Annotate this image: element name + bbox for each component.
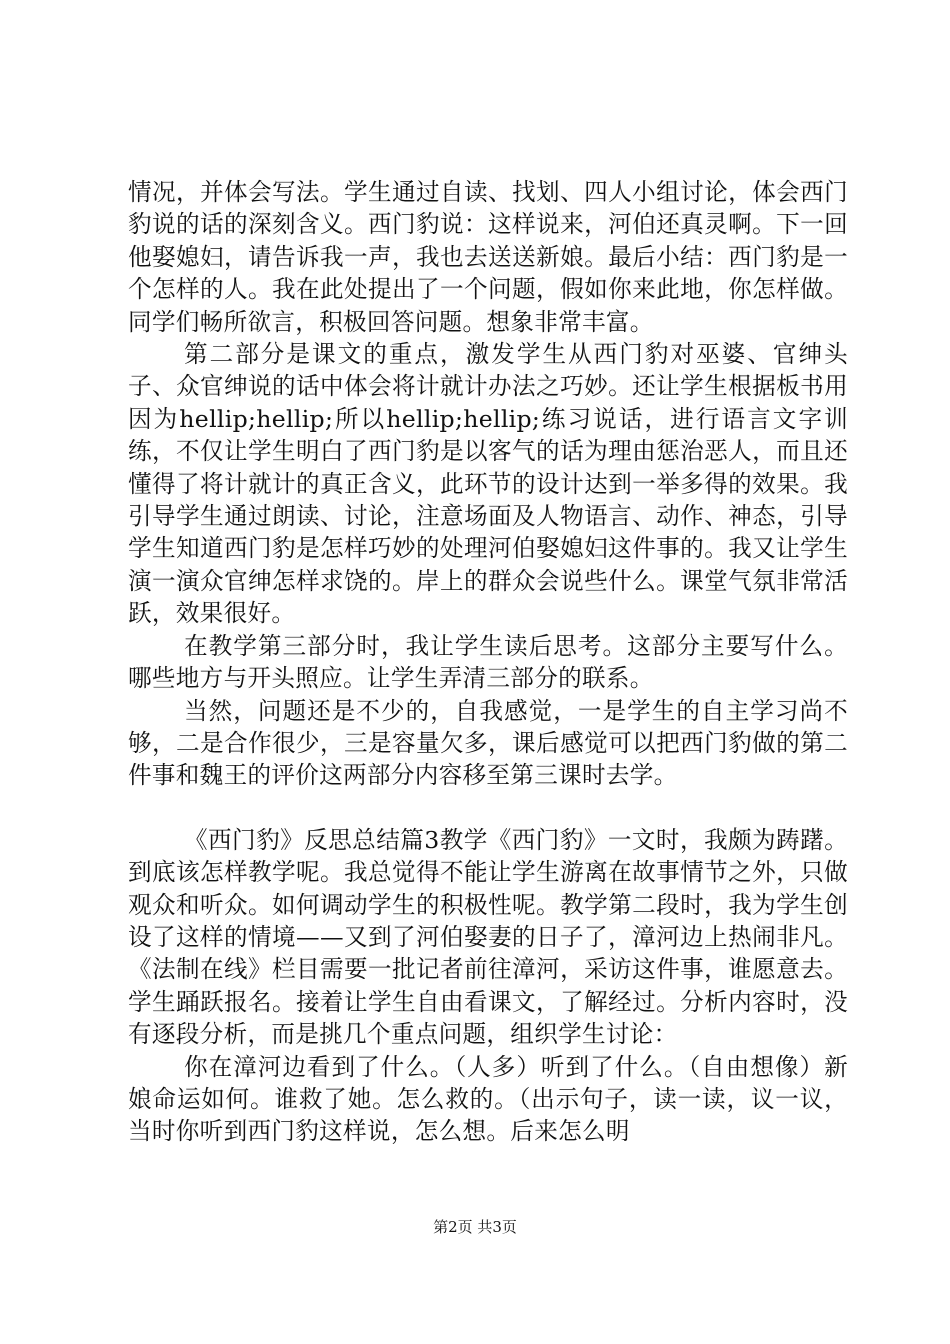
paragraph-4: 当然，问题还是不少的，自我感觉，一是学生的自主学习尚不够，二是合作很少，三是容量欠多，课后感觉可以把西门豹做的第二件事和魏王的评价这两部分内容移至第三课时去学。 <box>128 696 848 790</box>
page-footer: 第2页 共3页 <box>433 1218 517 1236</box>
paragraph-3: 在教学第三部分时，我让学生读后思考。这部分主要写什么。哪些地方与开头照应。让学生弄清三部分的联系。 <box>128 631 848 693</box>
paragraph-spacer <box>128 792 848 824</box>
paragraph-2: 第二部分是课文的重点，激发学生从西门豹对巫婆、官绅头子、众官绅说的话中体会将计就计办法之巧妙。还让学生根据板书用因为hellip;hellip;所以hellip;hellip;练习说话，进行语言文字训练，不仅让学生明白了西门豹是以客气的话为理由惩治恶人，而且还懂得了将计就计的真正含义，此环节的设计达到一举多得的效果。我引导学生通过朗读、讨论，注意场面及人物语言、动作、神态，引导学生知道西门豹是怎样巧妙的处理河伯娶媳妇这件事的。我又让学生演一演众官绅怎样求饶的。岸上的群众会说些什么。课堂气氛非常活跃，效果很好。 <box>128 340 848 628</box>
document-body <box>128 176 848 1148</box>
paragraph-5: 《西门豹》反思总结篇3教学《西门豹》一文时，我颇为踌躇。到底该怎样教学呢。我总觉得不能让学生游离在故事情节之外，只做观众和听众。如何调动学生的积极性呢。教学第二段时，我为学生创设了这样的情境——又到了河伯娶妻的日子了，漳河边上热闹非凡。《法制在线》栏目需要一批记者前往漳河，采访这件事，谁愿意去。学生踊跃报名。接着让学生自由看课文，了解经过。分析内容时，没有逐段分析，而是挑几个重点问题，组织学生讨论： <box>128 825 848 1049</box>
paragraph-6: 你在漳河边看到了什么。（人多）听到了什么。（自由想像）新娘命运如何。谁救了她。怎么救的。（出示句子，读一读，议一议，当时你听到西门豹这样说，怎么想。后来怎么明 <box>128 1052 848 1146</box>
paragraph-1: 情况，并体会写法。学生通过自读、找划、四人小组讨论，体会西门豹说的话的深刻含义。西门豹说：这样说来，河伯还真灵啊。下一回他娶媳妇，请告诉我一声，我也去送送新娘。最后小结：西门豹是一个怎样的人。我在此处提出了一个问题，假如你来此地，你怎样做。同学们畅所欲言，积极回答问题。想象非常丰富。 <box>128 178 848 336</box>
